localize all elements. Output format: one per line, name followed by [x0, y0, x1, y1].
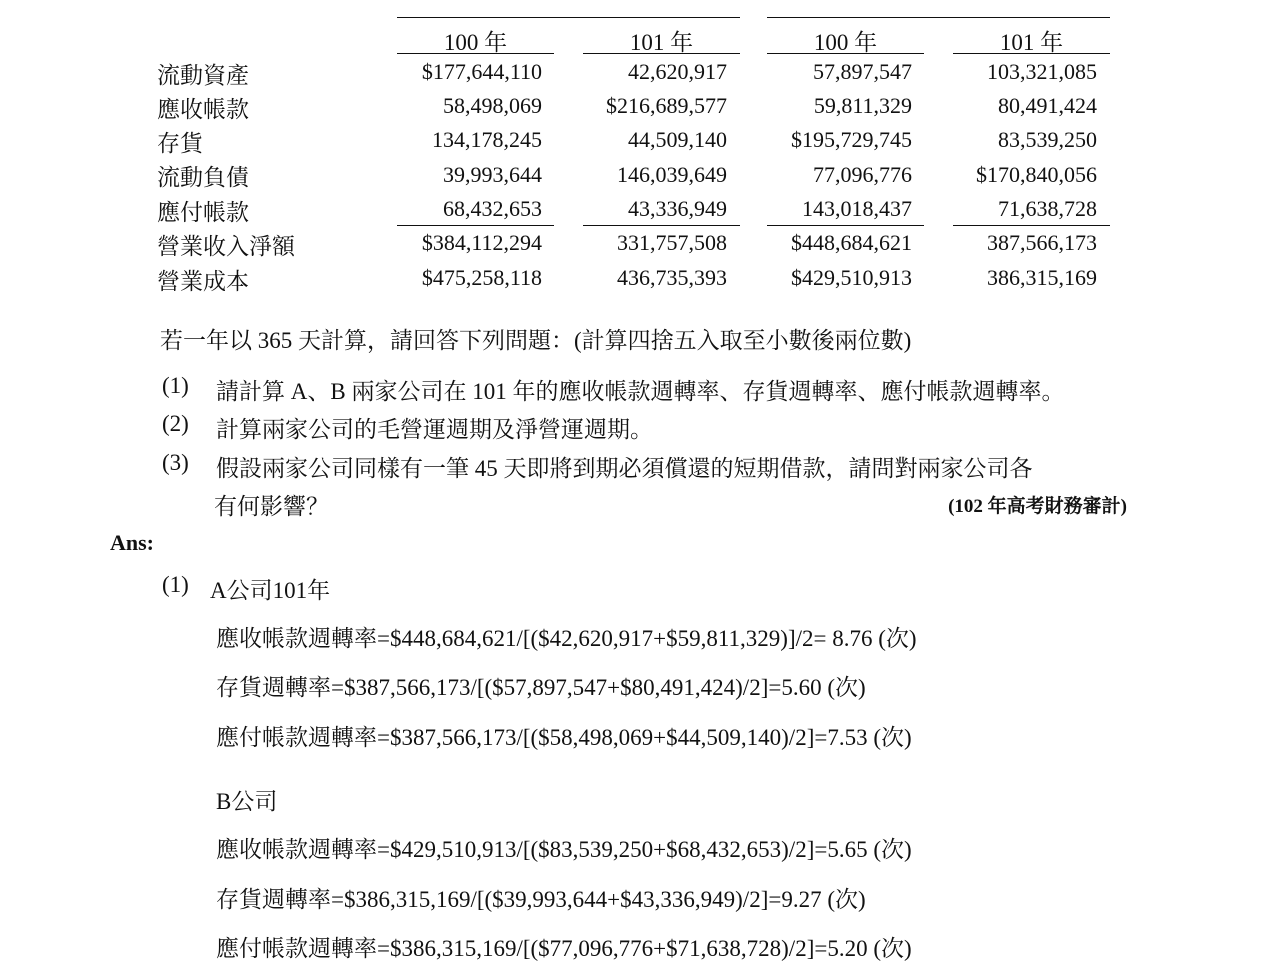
table-cell: $195,729,745 [791, 127, 912, 152]
answer-1-number: (1) [162, 572, 189, 597]
table-cell: 103,321,085 [987, 59, 1097, 84]
table-cell: 143,018,437 [802, 196, 912, 221]
question-2-text: 計算兩家公司的毛營運週期及淨營運週期。 [216, 417, 653, 442]
table-cell: 83,539,250 [998, 127, 1097, 152]
table-cell: 59,811,329 [813, 93, 912, 118]
row-label-current-assets: 流動資產 [157, 63, 249, 88]
table-cell: 43,336,949 [628, 196, 727, 221]
header-rule-1 [397, 53, 554, 54]
company-a-payable-turnover: 應付帳款週轉率=$387,566,173/[($58,498,069+$44,509,140)/2]=7.53 (次) [216, 725, 912, 750]
col-header-b-101: 101 年 [999, 30, 1064, 55]
table-cell: 387,566,173 [987, 230, 1097, 255]
subtotal-rule-4 [953, 225, 1110, 226]
table-cell: 77,096,776 [813, 162, 912, 187]
question-1-text: 請計算 A、B 兩家公司在 101 年的應收帳款週轉率、存貨週轉率、應付帳款週轉率。 [216, 379, 1065, 404]
table-cell: $475,258,118 [421, 265, 542, 290]
answer-label: Ans: [110, 530, 155, 555]
table-cell: 42,620,917 [628, 59, 727, 84]
company-b-receivable-turnover: 應收帳款週轉率=$429,510,913/[($83,539,250+$68,432,653)/2]=5.65 (次) [216, 837, 912, 862]
header-rule-4 [953, 53, 1110, 54]
question-1-number: (1) [162, 373, 189, 398]
table-cell: 80,491,424 [998, 93, 1097, 118]
table-cell: $216,689,577 [606, 93, 727, 118]
header-rule-3 [767, 53, 924, 54]
table-cell: 68,432,653 [443, 196, 542, 221]
table-cell: 39,993,644 [443, 162, 542, 187]
table-cell: $384,112,294 [421, 230, 542, 255]
question-3-text: 假設兩家公司同樣有一筆 45 天即將到期必須償還的短期借款，請問對兩家公司各 [216, 456, 1033, 481]
row-label-net-revenue: 營業收入淨額 [157, 234, 295, 259]
table-cell: 71,638,728 [998, 196, 1097, 221]
subtotal-rule-3 [767, 225, 924, 226]
table-cell: $170,840,056 [976, 162, 1097, 187]
row-label-accounts-receivable: 應收帳款 [157, 97, 249, 122]
table-cell: $448,684,621 [791, 230, 912, 255]
question-3-number: (3) [162, 450, 189, 475]
table-cell: 57,897,547 [813, 59, 912, 84]
header-rule-2 [583, 53, 740, 54]
col-header-a-101: 101 年 [629, 30, 694, 55]
table-cell: 386,315,169 [987, 265, 1097, 290]
row-label-current-liabilities: 流動負債 [157, 165, 249, 190]
table-cell: $429,510,913 [791, 265, 912, 290]
table-cell: 331,757,508 [617, 230, 727, 255]
table-cell: 58,498,069 [443, 93, 542, 118]
table-top-rule-left [397, 17, 740, 18]
company-a-inventory-turnover: 存貨週轉率=$387,566,173/[($57,897,547+$80,491,424)/2]=5.60 (次) [216, 675, 866, 700]
row-label-accounts-payable: 應付帳款 [157, 200, 249, 225]
company-b-payable-turnover: 應付帳款週轉率=$386,315,169/[($77,096,776+$71,638,728)/2]=5.20 (次) [216, 936, 912, 961]
table-cell: 436,735,393 [617, 265, 727, 290]
table-top-rule-right [767, 17, 1110, 18]
company-b-title: B公司 [216, 789, 278, 814]
exam-source: (102 年高考財務審計) [948, 496, 1127, 517]
subtotal-rule-2 [583, 225, 740, 226]
row-label-operating-cost: 營業成本 [157, 269, 249, 294]
col-header-a-100: 100 年 [443, 30, 508, 55]
company-b-inventory-turnover: 存貨週轉率=$386,315,169/[($39,993,644+$43,336,949)/2]=9.27 (次) [216, 887, 866, 912]
table-cell: 134,178,245 [432, 127, 542, 152]
subtotal-rule-1 [397, 225, 554, 226]
table-cell: $177,644,110 [421, 59, 542, 84]
table-cell: 146,039,649 [617, 162, 727, 187]
row-label-inventory: 存貨 [157, 131, 203, 156]
company-a-title: A公司101年 [210, 578, 331, 603]
intro-text: 若一年以 365 天計算，請回答下列問題：(計算四捨五入取至小數後兩位數) [160, 328, 912, 353]
table-cell: 44,509,140 [628, 127, 727, 152]
question-3-continuation: 有何影響？ [214, 494, 329, 519]
company-a-receivable-turnover: 應收帳款週轉率=$448,684,621/[($42,620,917+$59,811,329)]/2= 8.76 (次) [216, 626, 917, 651]
col-header-b-100: 100 年 [813, 30, 878, 55]
question-2-number: (2) [162, 411, 189, 436]
